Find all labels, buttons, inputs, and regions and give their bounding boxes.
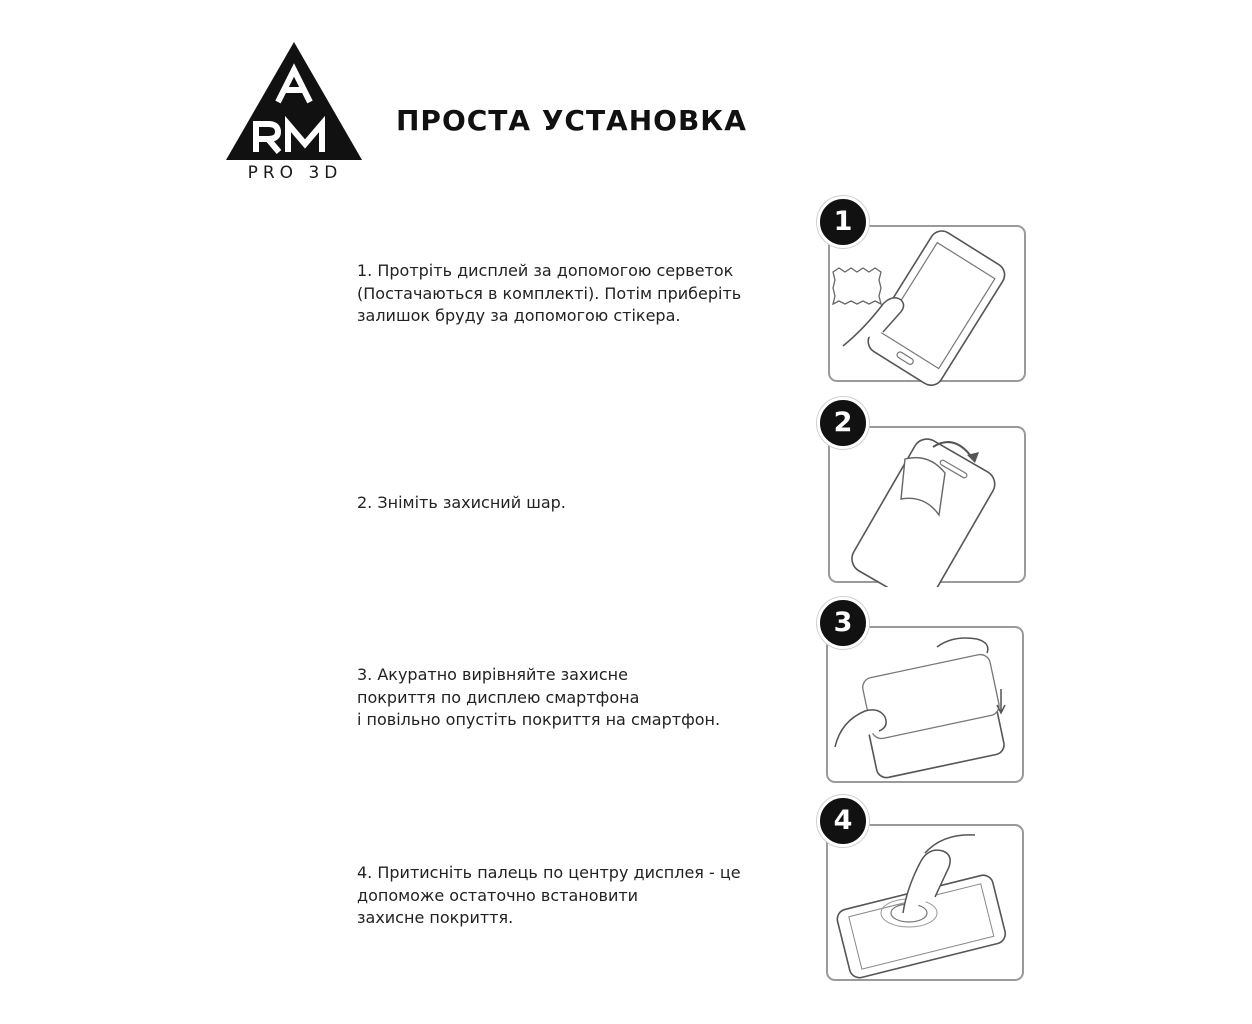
step-2-text — [357, 492, 812, 515]
step-1-illustration — [813, 196, 1033, 386]
step-3-illustration — [813, 597, 1033, 787]
step-3-text — [357, 664, 812, 732]
step-2-line: 2. Зніміть захисний шар. — [357, 493, 566, 512]
page-title: ПРОСТА УСТАНОВКА — [396, 104, 747, 137]
step-4-badge: 4 — [817, 795, 869, 847]
step-1-badge: 1 — [817, 196, 869, 248]
step-1-line: залишок бруду за допомогою стікера. — [357, 306, 681, 325]
step-3-badge: 3 — [817, 597, 869, 649]
step-3-line: і повільно опустіть покриття на смартфон. — [357, 710, 721, 729]
step-4-line: 4. Притисніть палець по центру дисплея - це — [357, 863, 741, 882]
step-2-illustration — [813, 397, 1033, 587]
step-4-line: допоможе остаточно встановити — [357, 885, 639, 905]
logo-sub-label: PRO 3D — [247, 163, 343, 183]
step-4-illustration — [813, 795, 1033, 985]
step-1-line: (Постачаються в комплекті). Потім приберіть — [357, 283, 742, 303]
step-4-text — [357, 862, 812, 930]
step-2-badge: 2 — [817, 397, 869, 449]
step-3-line: покриття по дисплею смартфона — [357, 687, 640, 707]
step-4-line: захисне покриття. — [357, 908, 514, 927]
step-1-line: 1. Протріть дисплей за допомогою серветок — [357, 261, 734, 280]
step-3-line: 3. Акуратно вирівняйте захисне — [357, 665, 628, 684]
step-1-text — [357, 260, 812, 328]
